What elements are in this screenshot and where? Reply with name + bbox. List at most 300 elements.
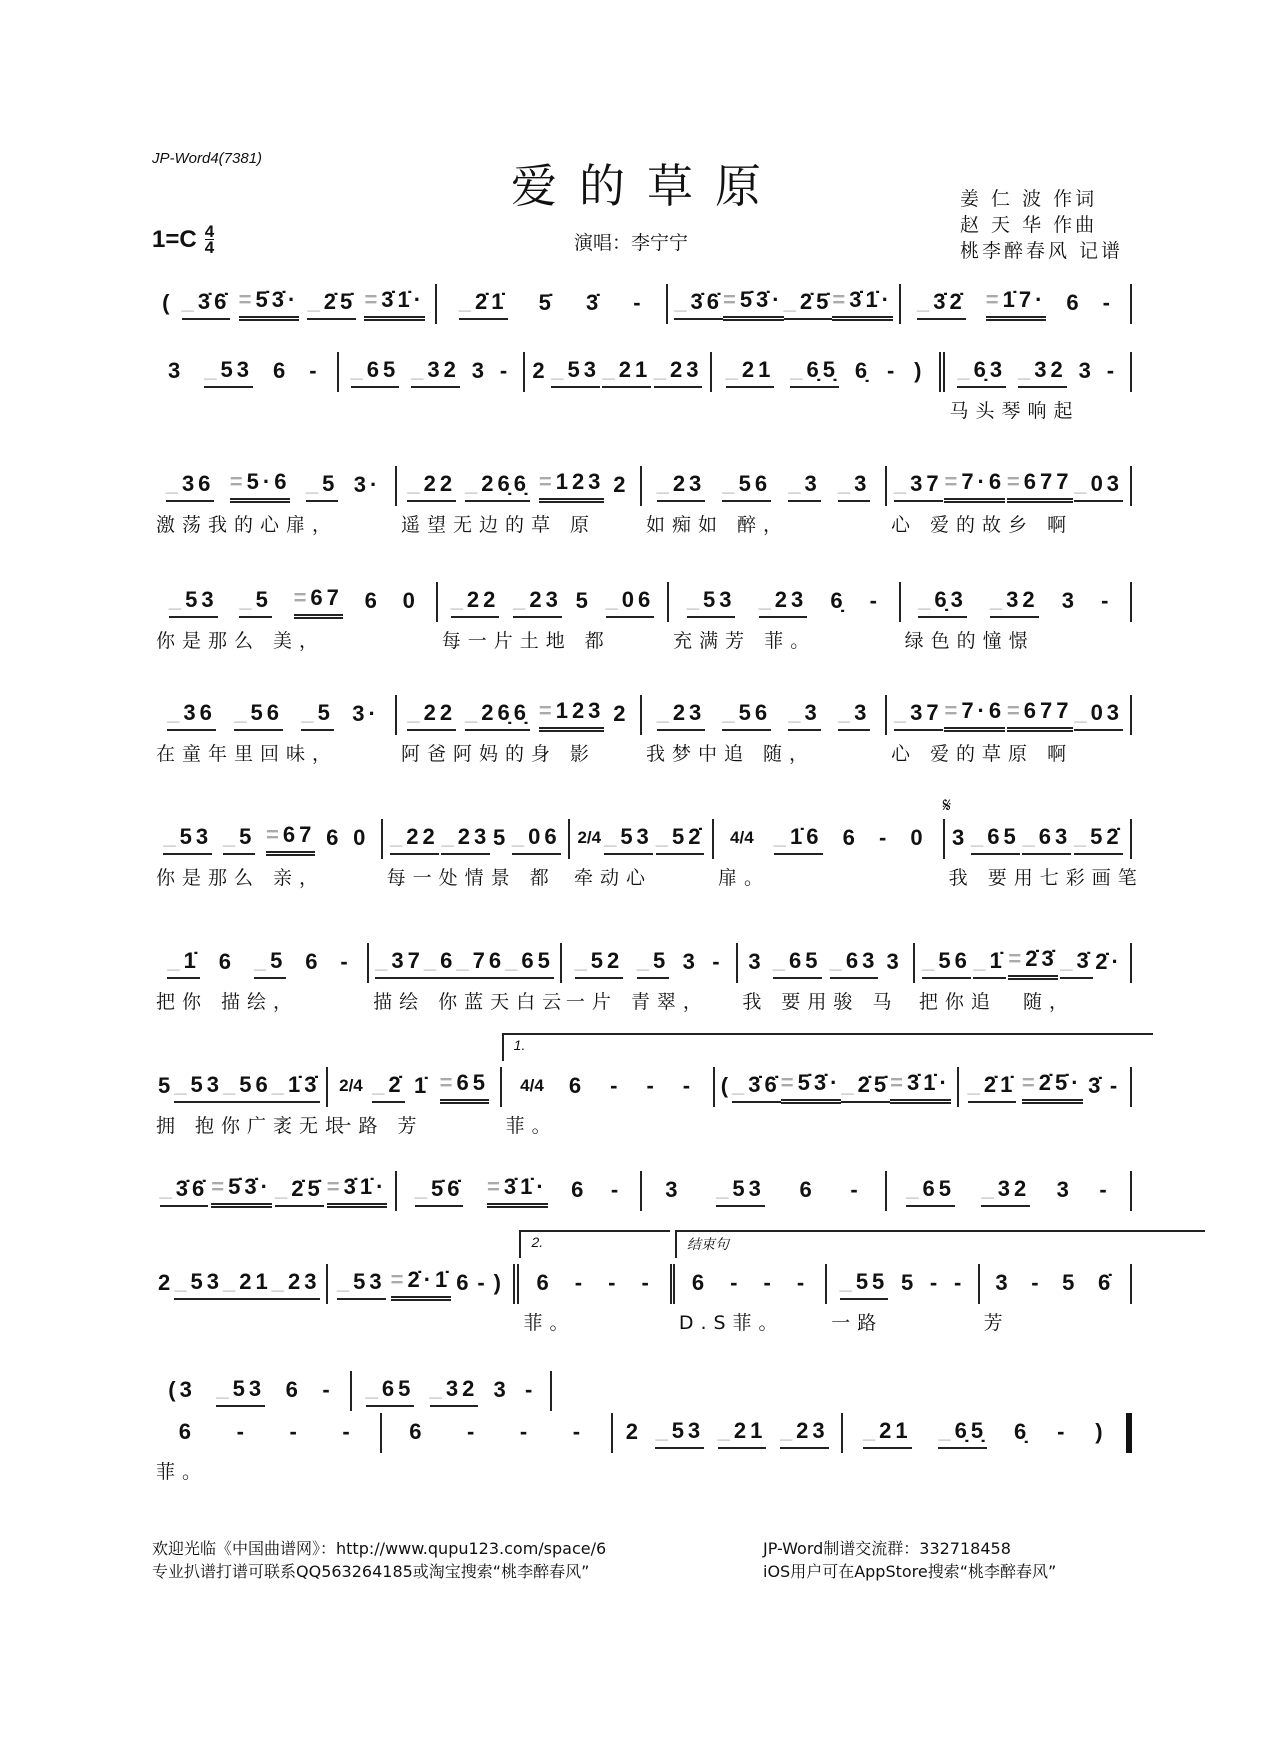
measure: [152, 1171, 397, 1211]
score-line: [152, 943, 1132, 1013]
measure: [328, 1264, 519, 1304]
note: 0: [353, 824, 370, 850]
segno-icon: 𝄋: [942, 793, 952, 817]
note-extension: -: [1106, 357, 1119, 383]
note: _26̣6̣: [465, 471, 530, 502]
note: 6: [326, 824, 343, 850]
note: 5̇: [538, 289, 555, 315]
lyric: 我梦中追 随，: [646, 743, 816, 765]
note: _2̇5̇: [307, 289, 356, 320]
lyricist: 姜 仁 波 作词: [960, 188, 1098, 210]
note: _5: [301, 700, 334, 731]
time-bottom: 4: [204, 238, 215, 257]
measure: [939, 352, 1132, 422]
note: _23: [657, 700, 706, 731]
lyric: 菲。: [505, 1115, 558, 1137]
measure: [901, 582, 1132, 652]
score-line: [152, 352, 1132, 422]
note: _53: [216, 1376, 265, 1407]
measure: [613, 1413, 843, 1453]
note: _1̇3̇: [272, 1072, 321, 1103]
note: =67: [294, 585, 343, 619]
measure: [942, 793, 1144, 889]
note: _22: [407, 471, 456, 502]
note-extension: -: [1031, 1269, 1043, 1295]
note-extension: -: [572, 1418, 585, 1444]
note: _06: [606, 587, 655, 618]
measure: [152, 695, 397, 765]
note: _32: [1018, 357, 1067, 388]
volta-bracket: [502, 1033, 1153, 1061]
note-extension: -: [1101, 587, 1113, 613]
note: 6: [456, 1269, 473, 1295]
note: _53: [174, 1269, 223, 1300]
note: 2: [158, 1269, 175, 1295]
measure: [675, 1236, 827, 1334]
score-line: [152, 793, 1144, 889]
note-extension: -: [610, 1072, 622, 1098]
note: 6: [1066, 289, 1083, 315]
note: _21: [223, 1269, 272, 1300]
lyric: 马头琴响起: [949, 400, 1080, 422]
note-extension: -: [646, 1072, 658, 1098]
score-line: [152, 1171, 1132, 1211]
note: =65: [440, 1070, 489, 1104]
measure: [437, 284, 668, 324]
note: 6: [218, 948, 236, 974]
note: _3̇6̇: [674, 289, 723, 320]
lyric: 扉。: [718, 867, 771, 889]
volta-label: 结束句: [686, 1236, 729, 1252]
note: 6: [691, 1269, 709, 1295]
note: _56: [722, 700, 771, 731]
note: 3̇: [585, 289, 603, 315]
credits: [960, 186, 1123, 264]
note: (: [720, 1072, 733, 1098]
note: 3̇: [1088, 1072, 1105, 1098]
note: _2̇: [372, 1072, 405, 1103]
score-line: [152, 695, 1132, 765]
note: _23: [654, 357, 703, 388]
note: =67: [266, 822, 315, 856]
note: =5̇3̇·: [781, 1070, 842, 1104]
lyric: 在童年里回味，: [156, 743, 339, 765]
note: =123: [539, 698, 605, 732]
measure: [369, 943, 569, 1013]
note: _55: [840, 1269, 889, 1300]
note-extension: -: [467, 1418, 479, 1444]
note: =5·6: [230, 469, 291, 503]
note: _36: [166, 471, 215, 502]
measure: [887, 1171, 1132, 1211]
note: _3̇6̇: [160, 1176, 209, 1207]
note-extension: -: [763, 1269, 775, 1295]
measure: [827, 1264, 979, 1334]
footer-right: [763, 1537, 1056, 1583]
note: 6: [178, 1418, 196, 1444]
measure: [152, 582, 438, 652]
volta-bracket: [675, 1230, 1205, 1258]
note: 6: [285, 1376, 302, 1402]
note: _65: [906, 1176, 955, 1207]
note: =7·6: [944, 698, 1005, 732]
note: _53: [716, 1176, 765, 1207]
note: _5: [306, 471, 339, 502]
note-extension: -: [1099, 1176, 1111, 1202]
lyric: 心 爱的故乡 啊: [891, 514, 1074, 536]
note-extension: -: [289, 1418, 301, 1444]
measure: [959, 1067, 1132, 1107]
note-extension: -: [342, 1418, 354, 1444]
note: =2̇5̇·: [1022, 1070, 1083, 1104]
lyric: 描绘 你蓝天白云: [373, 991, 569, 1013]
note: 2: [532, 357, 549, 383]
note: 1̇: [413, 1072, 431, 1098]
footer-group: JP-Word制谱交流群：332718458: [763, 1539, 1011, 1558]
note: =1̇7·: [986, 287, 1047, 321]
footer-left: [152, 1537, 606, 1583]
note: _53: [687, 587, 736, 618]
note-extension: -: [309, 357, 321, 383]
note-extension: -: [499, 357, 512, 383]
note: 5: [1062, 1269, 1079, 1295]
lyric: 充满芳 菲。: [673, 630, 817, 652]
note: _52: [575, 948, 624, 979]
note: 6: [272, 357, 290, 383]
score-line: [152, 466, 1132, 536]
score-line: [152, 582, 1132, 652]
note-extension: -: [850, 1176, 862, 1202]
lyric: 遥望无边的草 原: [401, 514, 597, 536]
note: _22: [407, 700, 456, 731]
note: _3̇2̇: [917, 289, 966, 320]
score-line: [152, 1234, 1132, 1334]
lyric: 你是那么 美，: [156, 630, 326, 652]
note: _23: [759, 587, 808, 618]
note: _53: [551, 357, 600, 388]
lyric: 菲。: [523, 1312, 576, 1334]
note: _6̣3: [957, 357, 1006, 388]
measure: [383, 819, 570, 889]
note: _32: [430, 1376, 479, 1407]
note: _56: [234, 700, 283, 731]
lyric: 一片 青翠，: [565, 991, 709, 1013]
note: _5: [239, 587, 272, 618]
measure: [642, 466, 887, 536]
note: 6: [799, 1176, 816, 1202]
note: _53: [204, 357, 253, 388]
note: _63: [830, 948, 879, 979]
time-signature-change: 2/4: [577, 827, 602, 847]
note: _6̣5̣: [790, 357, 839, 388]
note: 5: [158, 1072, 175, 1098]
note: _2̇1̇: [459, 289, 508, 320]
note: _53: [337, 1269, 386, 1300]
note: _06: [512, 824, 561, 855]
measure: [738, 943, 915, 1013]
software-version: JP-Word4(7381): [152, 150, 263, 167]
note: _32: [981, 1176, 1030, 1207]
key-signature: [152, 224, 214, 255]
note: _52̇: [1074, 824, 1123, 855]
note: _65: [351, 357, 400, 388]
lyric: 拥 抱你广袤无垠: [156, 1115, 352, 1137]
note: ): [914, 357, 926, 383]
note: 0: [402, 587, 419, 613]
note: =677: [1007, 469, 1073, 503]
note: _22: [390, 824, 439, 855]
note: _32: [411, 357, 460, 388]
note: _23: [441, 824, 490, 855]
note: _36: [167, 700, 216, 731]
note: _52̇: [656, 824, 705, 855]
note: _53: [655, 1418, 704, 1449]
note-extension: -: [322, 1376, 334, 1402]
measure: [152, 1413, 382, 1483]
measure: [397, 466, 642, 536]
note: _56: [722, 471, 771, 502]
note: _3: [838, 471, 871, 502]
note-extension: -: [574, 1269, 587, 1295]
note: _23: [272, 1269, 321, 1300]
note: _63: [1022, 824, 1071, 855]
note: _03: [1074, 700, 1123, 731]
note: 6: [364, 587, 381, 613]
note-extension: -: [641, 1269, 653, 1295]
lyric: 牵动心: [574, 867, 653, 889]
note: _1̇: [167, 948, 200, 979]
measure: [152, 819, 383, 889]
note: _5: [637, 948, 670, 979]
song-title: 爱的草原: [511, 159, 783, 213]
note: _3: [838, 700, 871, 731]
note: _23: [657, 471, 706, 502]
time-top: 4: [204, 222, 215, 241]
measure: [352, 1371, 552, 1411]
time-signature-change: 2/4: [339, 1075, 363, 1095]
lyric: 激荡我的心扉，: [156, 514, 339, 536]
measure: [152, 466, 397, 536]
note: 5: [492, 824, 510, 850]
measure: [668, 284, 901, 324]
lyric: 绿色的憧憬: [904, 630, 1035, 652]
note: 3·: [352, 700, 380, 726]
note: _6: [424, 948, 457, 979]
note: _56: [223, 1072, 272, 1103]
lyric: 心 爱的草原 啊: [891, 743, 1074, 765]
note: =3̇1̇·: [364, 287, 425, 321]
note: _1̇: [973, 948, 1006, 979]
key: 1=C: [152, 225, 197, 253]
note-extension: -: [477, 1269, 489, 1295]
measure: [642, 1171, 887, 1211]
note: =3̇1̇·: [327, 1174, 388, 1208]
note: 3: [493, 1376, 510, 1402]
note: _65: [505, 948, 554, 979]
note: _53: [604, 824, 653, 855]
lyric: 芳: [983, 1312, 1010, 1334]
note-extension: -: [796, 1269, 809, 1295]
note-extension: -: [610, 1176, 623, 1202]
measure: [712, 352, 940, 392]
measure: [570, 819, 714, 889]
note: ): [1095, 1418, 1107, 1444]
note-extension: -: [1102, 289, 1114, 315]
note: _65: [366, 1376, 415, 1407]
note: =5̇3̇·: [723, 287, 784, 321]
note: _65: [971, 824, 1020, 855]
note-extension: -: [869, 587, 881, 613]
note: 6: [571, 1176, 588, 1202]
note: _23: [780, 1418, 829, 1449]
measure: [152, 943, 369, 1013]
note: _53: [163, 824, 212, 855]
footer-contact: 专业扒谱打谱可联系QQ563264185或淘宝搜索“桃李醉春风”: [152, 1562, 590, 1581]
note: _53: [169, 587, 218, 618]
note: _6̣3: [918, 587, 967, 618]
note: 3: [886, 948, 903, 974]
note: 3: [665, 1176, 682, 1202]
note: _32: [990, 587, 1039, 618]
volta-bracket: [519, 1230, 669, 1258]
note: _22: [451, 587, 500, 618]
measure: [438, 582, 669, 652]
note: =2̇·1̇: [391, 1267, 452, 1301]
note: ): [493, 1269, 505, 1295]
note: _2̇5̇: [841, 1072, 890, 1103]
lyric: 每一处情景 都: [386, 867, 556, 889]
note: 6: [842, 824, 859, 850]
note: _2̇5̇: [784, 289, 833, 320]
measure: [901, 284, 1132, 324]
composer: 赵 天 华 作曲: [960, 214, 1098, 236]
note: _21: [718, 1418, 767, 1449]
lyric: 阿爸阿妈的身 影: [401, 743, 597, 765]
note: _3: [788, 471, 821, 502]
note: _23: [513, 587, 562, 618]
note: 6: [568, 1072, 586, 1098]
transcriber: 桃李醉春风 记谱: [960, 240, 1124, 262]
measure: [642, 695, 887, 765]
note: 5: [575, 587, 592, 613]
note: 3: [748, 948, 765, 974]
note: 6̣: [854, 357, 872, 383]
note: 2: [613, 471, 630, 497]
note: =5̇3̇·: [211, 1174, 272, 1208]
footer-ios: iOS用户可在AppStore搜索“桃李醉春风”: [763, 1562, 1057, 1581]
note: _37: [894, 471, 943, 502]
lyric: 我 要用七彩画笔: [948, 867, 1144, 889]
measure: [519, 1234, 674, 1334]
note: 6: [536, 1269, 553, 1295]
note: =3̇1̇·: [890, 1070, 951, 1104]
note-extension: -: [878, 824, 891, 850]
note: 6̣: [1013, 1418, 1031, 1444]
note: 0: [910, 824, 927, 850]
note: _5: [254, 948, 287, 979]
measure: [887, 695, 1132, 765]
note-extension: -: [953, 1269, 966, 1295]
measure: [525, 352, 712, 392]
score-line: [152, 1371, 552, 1411]
volta-label: 1.: [513, 1037, 526, 1053]
note: 2: [613, 700, 630, 726]
note: =3̇1̇·: [832, 287, 893, 321]
note: 6: [305, 948, 322, 974]
note: _2̇1̇: [968, 1072, 1017, 1103]
note: 6̇: [1097, 1269, 1115, 1295]
lyric: 菲。: [156, 1461, 209, 1483]
note: _3̇: [1060, 948, 1093, 979]
lyric: 把你 描绘，: [156, 991, 300, 1013]
note: 3: [1078, 357, 1095, 383]
note: =7·6: [944, 469, 1005, 503]
measure: [152, 1371, 352, 1411]
measure: [843, 1413, 1132, 1453]
note: 6: [409, 1418, 426, 1444]
note: _3̇6̇: [732, 1072, 781, 1103]
measure: [562, 943, 739, 1013]
note: 2: [625, 1418, 642, 1444]
time-signature-change: 4/4: [730, 827, 754, 847]
note: 2̇·: [1095, 948, 1123, 974]
lyric: 你是那么 亲，: [156, 867, 326, 889]
note: _21: [863, 1418, 912, 1449]
note-extension: -: [236, 1418, 248, 1444]
note-extension: -: [682, 1072, 695, 1098]
note: _1̇6: [774, 824, 823, 855]
note-extension: -: [712, 948, 724, 974]
note: _21: [726, 357, 775, 388]
time-signature: [205, 224, 214, 255]
note-extension: -: [525, 1376, 537, 1402]
note-extension: -: [1109, 1072, 1122, 1098]
footer-site: 欢迎光临《中国曲谱网》：http://www.qupu123.com/space/6: [152, 1539, 607, 1558]
measure: [328, 1067, 501, 1137]
measure: [714, 819, 945, 889]
note-extension: -: [1057, 1418, 1069, 1444]
measure: [715, 1067, 959, 1107]
singer: 演唱：李宁宁: [574, 232, 689, 254]
lyric: 把你追 随，: [918, 991, 1075, 1013]
lyric: 我 要用骏 马: [742, 991, 899, 1013]
note-extension: -: [929, 1269, 942, 1295]
note: 3: [1061, 587, 1078, 613]
lyric: 一路: [831, 1312, 884, 1334]
note: _5: [223, 824, 256, 855]
note: 3: [168, 357, 185, 383]
measure: [152, 1264, 328, 1304]
measure: [339, 352, 526, 392]
measure: [980, 1264, 1132, 1334]
note: _37: [375, 948, 424, 979]
measure: [152, 352, 339, 392]
score-line: [152, 1413, 1132, 1483]
measure: [887, 466, 1132, 536]
measure: [915, 943, 1132, 1013]
note: _26̣6̣: [465, 700, 530, 731]
note: _3: [788, 700, 821, 731]
note: =5̇3̇·: [239, 287, 300, 321]
score-line: [152, 284, 1132, 324]
lyric: 每一片土地 都: [441, 630, 611, 652]
note: _76: [456, 948, 505, 979]
note: =123: [539, 469, 605, 503]
measure: [669, 582, 900, 652]
note: _37: [894, 700, 943, 731]
volta-label: 2.: [531, 1234, 544, 1250]
note-extension: -: [730, 1269, 742, 1295]
